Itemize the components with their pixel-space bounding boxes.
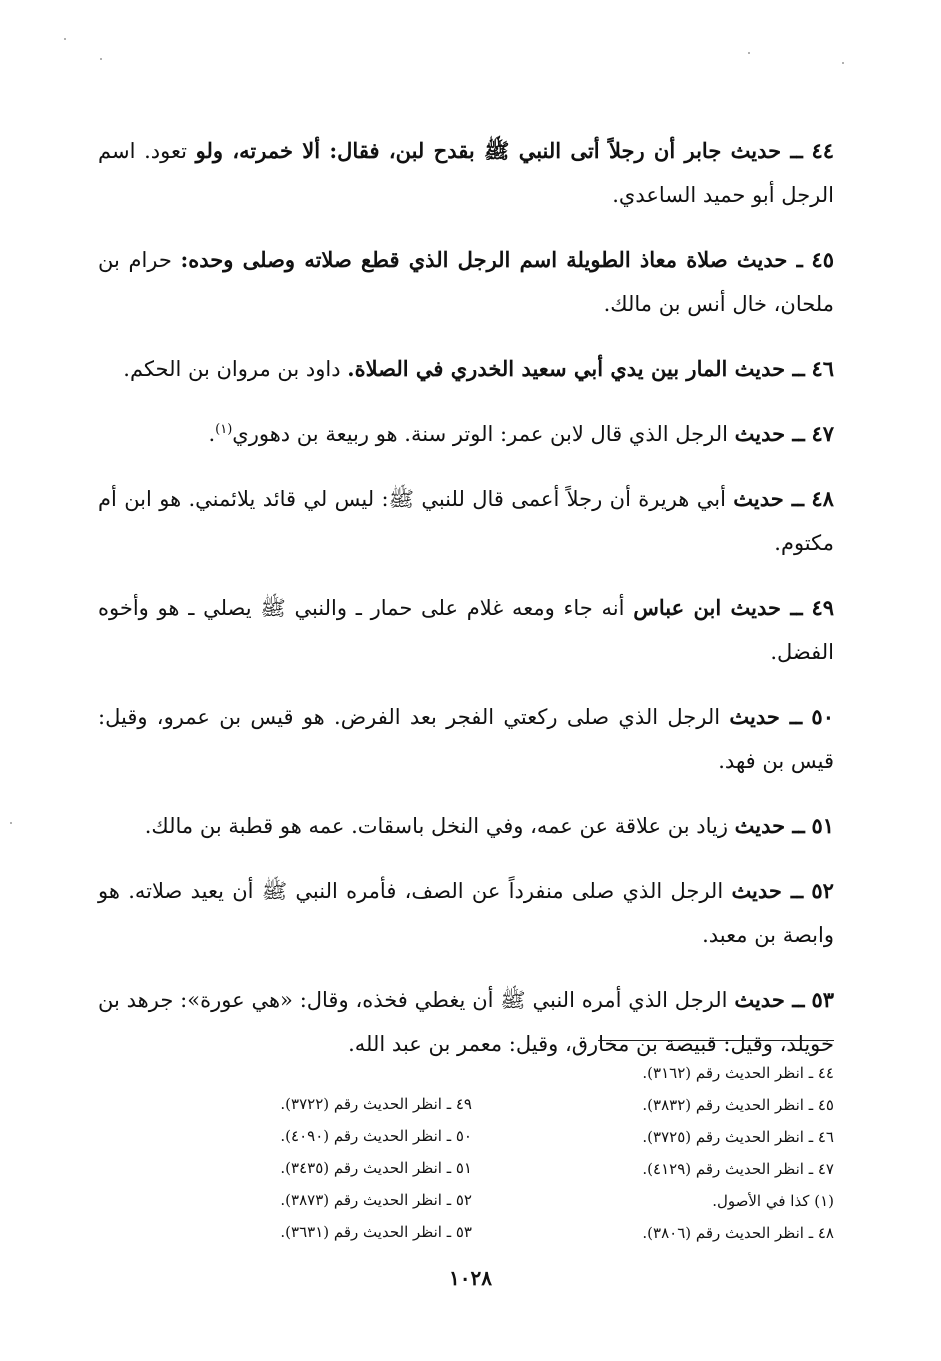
entry-number: ٤٧	[811, 421, 834, 446]
entry-46	[98, 347, 834, 391]
entry-53	[98, 978, 834, 1066]
footnote-item: ٥٢ ـ انظر الحديث رقم (٣٨٧٣).	[280, 1191, 472, 1209]
entry-heading: ــ حديث	[734, 813, 805, 838]
entry-heading: ــ حديث	[734, 421, 805, 446]
entry-text: الرجل الذي صلى ركعتي الفجر بعد الفرض. هو قيس بن عمرو، وقيل: قيس بن فهد.	[98, 705, 834, 773]
entry-number: ٥٠	[811, 704, 834, 729]
entry-heading: ــ حديث جابر أن رجلاً أتى النبي ﷺ بقدح لبن، فقال: ألا خمرته، ولو	[195, 138, 803, 163]
footnote-item: ٤٨ ـ انظر الحديث رقم (٣٨٠٦).	[642, 1224, 834, 1242]
footnote-divider	[598, 1040, 834, 1041]
page-number: ١٠٢٨	[449, 1266, 492, 1290]
entry-heading: ــ حديث	[731, 878, 804, 903]
entry-heading: ــ حديث	[729, 704, 803, 729]
entry-48	[98, 477, 834, 565]
footnotes-left-column	[228, 1088, 472, 1248]
entry-heading: ــ حديث	[734, 987, 805, 1012]
entry-number: ٥٢	[811, 878, 834, 903]
entry-text: أبي هريرة أن رجلاً أعمى قال للنبي ﷺ: ليس لي قائد يلائمني. هو ابن أم مكتوم.	[98, 487, 834, 555]
entry-number: ٥٣	[811, 987, 834, 1012]
entry-text: زياد بن علاقة عن عمه، وفي النخل باسقات. عمه هو قطبة بن مالك.	[144, 814, 728, 838]
footnotes-right-column	[590, 1057, 834, 1249]
scan-speck	[64, 38, 66, 40]
footnote-item: (١) كذا في الأصول.	[712, 1192, 834, 1210]
entry-45	[98, 238, 834, 326]
footnote-item: ٤٩ ـ انظر الحديث رقم (٣٧٢٢).	[280, 1095, 472, 1113]
entry-text: تعود. اسم الرجل أبو حميد الساعدي.	[98, 139, 834, 207]
entry-49	[98, 586, 834, 674]
entry-47	[98, 412, 834, 456]
entry-number: ٤٥	[811, 247, 834, 272]
entry-number: ٤٩	[811, 595, 834, 620]
entry-tail: .	[208, 422, 216, 446]
hadith-entries	[98, 108, 834, 1070]
entry-heading: ــ حديث	[733, 486, 805, 511]
footnote-marker[interactable]: (١)	[215, 422, 233, 437]
entry-text: الرجل الذي صلى منفرداً عن الصف، فأمره النبي ﷺ أن يعيد صلاته. هو وابصة بن معبد.	[98, 879, 834, 947]
entry-text: الرجل الذي قال لابن عمر: الوتر سنة. هو ربيعة بن دهوري	[232, 422, 728, 446]
entry-heading: ـ حديث صلاة معاذ الطويلة اسم الرجل الذي قطع صلاته وصلى وحده:	[180, 247, 803, 272]
scan-speck	[10, 822, 12, 824]
entry-text: أنه جاء ومعه غلام على حمار ـ والنبي ﷺ يصلي ـ هو وأخوه الفضل.	[98, 596, 834, 664]
entry-number: ٥١	[811, 813, 834, 838]
entry-number: ٤٦	[811, 356, 834, 381]
scan-speck	[842, 62, 844, 64]
scan-speck	[100, 58, 102, 60]
entry-52	[98, 869, 834, 957]
footnote-item: ٤٤ ـ انظر الحديث رقم (٣١٦٢).	[642, 1064, 834, 1082]
entry-heading: ــ حديث المار بين يدي أبي سعيد الخدري في الصلاة.	[347, 356, 805, 381]
footnote-item: ٤٧ ـ انظر الحديث رقم (٤١٢٩).	[642, 1160, 834, 1178]
footnote-item: ٥٣ ـ انظر الحديث رقم (٣٦٣١).	[280, 1223, 472, 1241]
entry-text: داود بن مروان بن الحكم.	[123, 357, 341, 381]
entry-heading: ــ حديث ابن عباس	[633, 595, 803, 620]
footnote-item: ٥١ ـ انظر الحديث رقم (٣٤٣٥).	[280, 1159, 472, 1177]
entry-number: ٤٨	[811, 486, 834, 511]
entry-51	[98, 804, 834, 848]
entry-text: حرام بن ملحان، خال أنس بن مالك.	[98, 248, 834, 316]
scan-speck	[748, 52, 750, 54]
footnote-item: ٤٥ ـ انظر الحديث رقم (٣٨٣٢).	[642, 1096, 834, 1114]
entry-50	[98, 695, 834, 783]
footnote-item: ٥٠ ـ انظر الحديث رقم (٤٠٩٠).	[280, 1127, 472, 1145]
entry-number: ٤٤	[811, 138, 835, 163]
footnote-item: ٤٦ ـ انظر الحديث رقم (٣٧٢٥).	[642, 1128, 834, 1146]
entry-text: الرجل الذي أمره النبي ﷺ أن يغطي فخذه، وقال: «هي عورة»: جرهد بن خويلد، وقيل: قبيصة بن مخارق، وقيل: معمر بن عبد الله.	[98, 988, 834, 1056]
entry-44	[98, 129, 834, 217]
